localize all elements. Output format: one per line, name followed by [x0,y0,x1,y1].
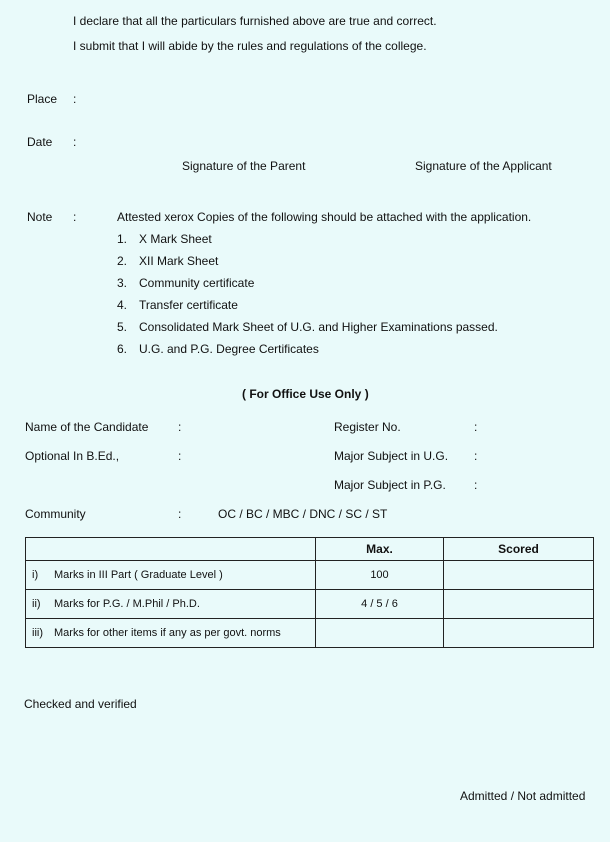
row-max: 4 / 5 / 6 [316,590,444,619]
major-pg-label: Major Subject in P.G. [334,478,446,492]
row-scored[interactable] [444,590,594,619]
note-item-text: Transfer certificate [139,298,238,312]
checked-verified-label: Checked and verified [24,697,137,711]
major-ug-label: Major Subject in U.G. [334,449,449,463]
admitted-status-label: Admitted / Not admitted [460,789,586,803]
table-row [26,590,594,619]
place-colon: : [73,92,77,106]
note-item-num: 2. [117,254,128,268]
note-item-num: 4. [117,298,128,312]
major-ug-colon: : [474,449,478,463]
row-label: Marks for other items if any as per govt. norms [54,627,281,639]
note-label: Note [27,210,53,224]
table-row [26,561,594,590]
register-no-label: Register No. [334,420,401,434]
office-use-heading: ( For Office Use Only ) [242,387,369,401]
header-item [26,538,316,561]
note-item-num: 3. [117,276,128,290]
community-options: OC / BC / MBC / DNC / SC / ST [218,507,388,521]
row-scored[interactable] [444,619,594,648]
note-item-text: XII Mark Sheet [139,254,219,268]
row-number: i) [32,569,39,581]
table-header-row [26,538,594,561]
header-scored: Scored [444,538,594,561]
note-intro: Attested xerox Copies of the following should be attached with the application. [117,210,532,224]
row-label: Marks in III Part ( Graduate Level ) [54,569,223,581]
major-pg-colon: : [474,478,478,492]
row-label-cell [26,619,316,648]
note-item-num: 1. [117,232,128,246]
optional-bed-label: Optional In B.Ed., [25,449,120,463]
note-colon: : [73,210,77,224]
date-label: Date [27,135,53,149]
parent-signature-label: Signature of the Parent [182,159,306,173]
candidate-name-label: Name of the Candidate [25,420,149,434]
register-no-colon: : [474,420,478,434]
marks-table [25,537,594,648]
row-number: iii) [32,627,43,639]
row-scored[interactable] [444,561,594,590]
declaration-line-2: I submit that I will abide by the rules and regulations of the college. [73,39,427,53]
community-label: Community [25,507,86,521]
declaration-line-1: I declare that all the particulars furnished above are true and correct. [73,14,437,28]
row-max: 100 [316,561,444,590]
row-label-cell [26,561,316,590]
optional-bed-colon: : [178,449,182,463]
note-item-text: Community certificate [139,276,255,290]
community-colon: : [178,507,182,521]
row-label: Marks for P.G. / M.Phil / Ph.D. [54,598,200,610]
candidate-name-colon: : [178,420,182,434]
row-label-cell [26,590,316,619]
note-item-num: 6. [117,342,128,356]
header-max: Max. [316,538,444,561]
date-colon: : [73,135,77,149]
place-label: Place [27,92,58,106]
note-item-text: X Mark Sheet [139,232,212,246]
note-item-text: U.G. and P.G. Degree Certificates [139,342,319,356]
note-item-text: Consolidated Mark Sheet of U.G. and Higher Examinations passed. [139,320,498,334]
note-item-num: 5. [117,320,128,334]
row-number: ii) [32,598,41,610]
applicant-signature-label: Signature of the Applicant [415,159,552,173]
table-row [26,619,594,648]
row-max [316,619,444,648]
